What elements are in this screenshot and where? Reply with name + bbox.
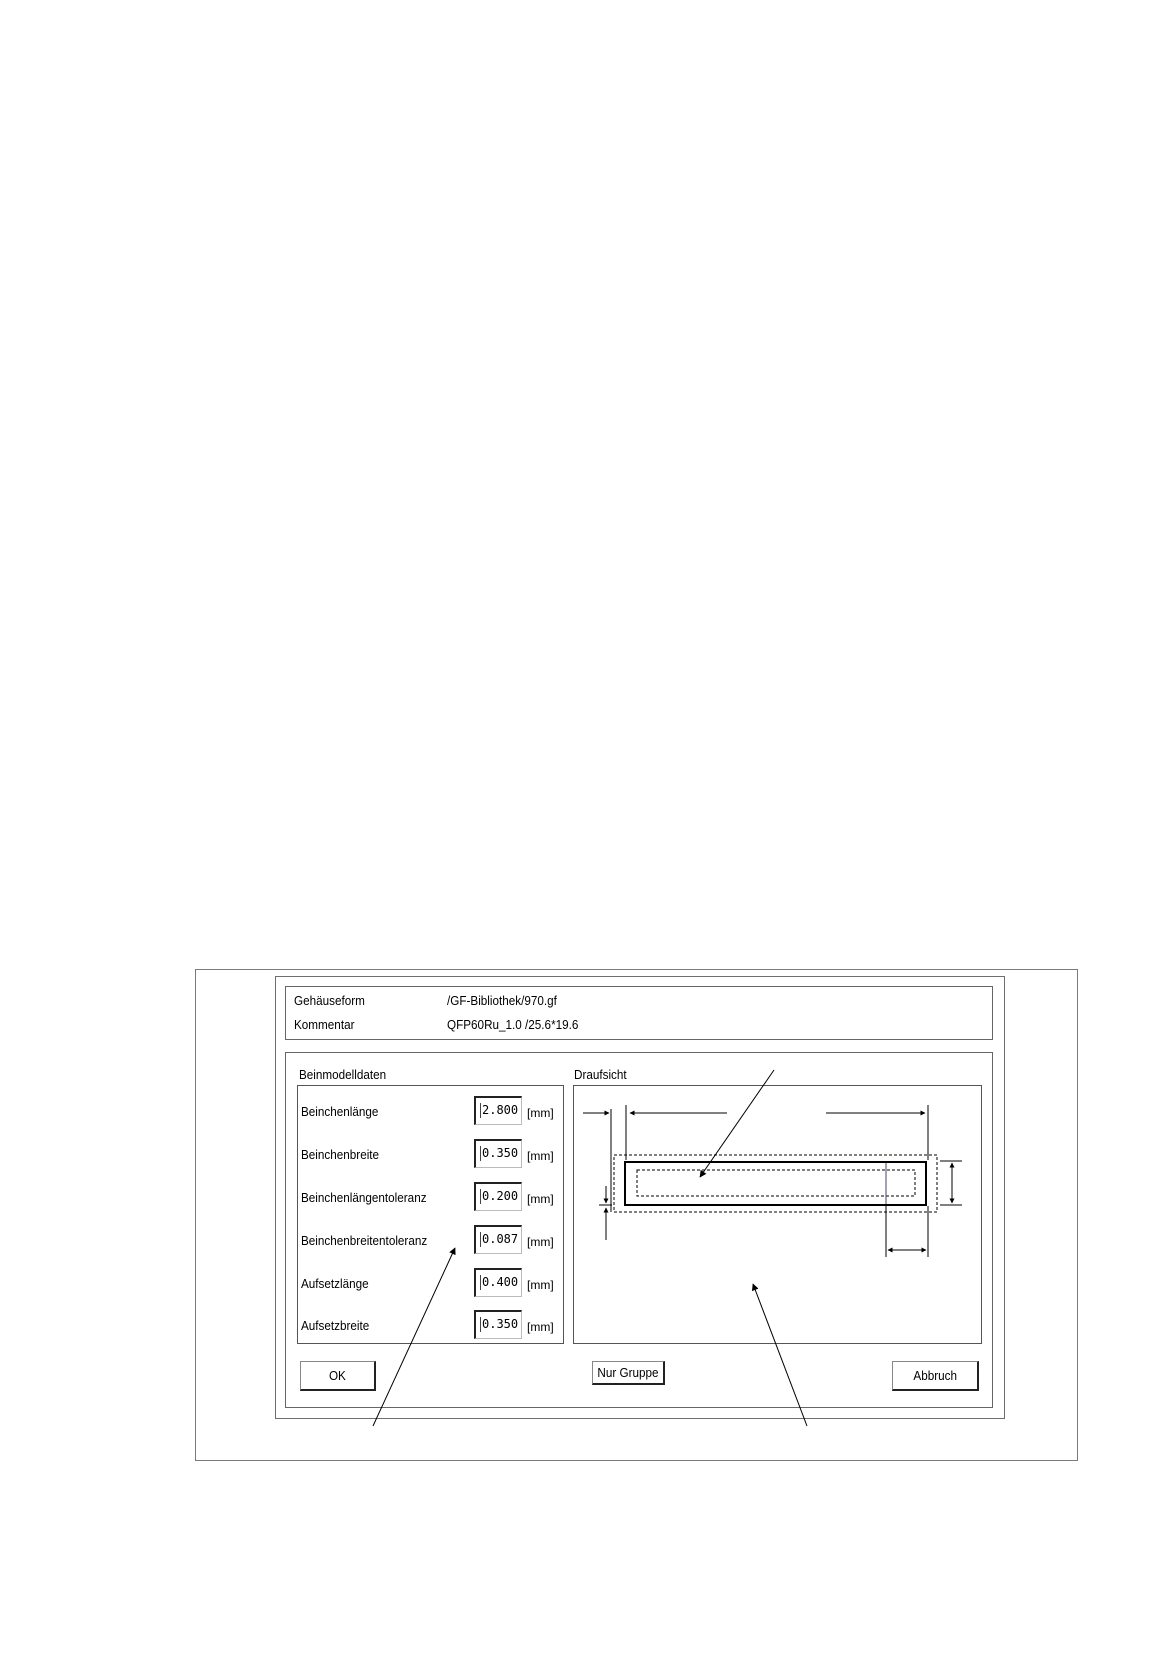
field-label-aufsetzlaenge: Aufsetzlänge (301, 1276, 369, 1291)
beinchenlaengentoleranz-value: 0.200 (482, 1189, 519, 1203)
field-label-beinchenlaengentoleranz: Beinchenlängentoleranz (301, 1190, 427, 1205)
callout-arrow-diagram (700, 1070, 774, 1177)
kommentar-value: QFP60Ru_1.0 /25.6*19.6 (447, 1017, 579, 1032)
ok-button-label: OK (329, 1368, 346, 1383)
unit-label: [mm] (527, 1235, 554, 1249)
beinmodell-title: Beinmodelldaten (299, 1067, 387, 1082)
unit-label: [mm] (527, 1278, 554, 1292)
aufsetzbreite-value: 0.350 (482, 1317, 519, 1331)
gehaeuseform-value: /GF-Bibliothek/970.gf (447, 993, 557, 1008)
unit-label: [mm] (527, 1192, 554, 1206)
unit-label: [mm] (527, 1106, 554, 1120)
beinchenlaenge-value: 2.800 (482, 1103, 519, 1117)
beinchenbreite-value: 0.350 (482, 1146, 519, 1160)
pad-outline-outer (614, 1155, 937, 1212)
lead-body (625, 1162, 926, 1205)
beinchenbreitentoleranz-value: 0.087 (482, 1232, 519, 1246)
abbruch-button-label: Abbruch (913, 1368, 957, 1383)
draufsicht-title: Draufsicht (574, 1067, 627, 1082)
aufsetzlaenge-value: 0.400 (482, 1275, 519, 1289)
lead-inner-outline (637, 1170, 915, 1196)
kommentar-label: Kommentar (294, 1017, 355, 1032)
callout-arrow-panel (753, 1284, 807, 1426)
field-label-beinchenbreite: Beinchenbreite (301, 1147, 380, 1162)
callout-arrow-fields (373, 1248, 455, 1426)
field-label-beinchenlaenge: Beinchenlänge (301, 1104, 379, 1119)
unit-label: [mm] (527, 1320, 554, 1334)
field-label-beinchenbreitentoleranz: Beinchenbreitentoleranz (301, 1233, 428, 1248)
unit-label: [mm] (527, 1149, 554, 1163)
field-label-aufsetzbreite: Aufsetzbreite (301, 1318, 370, 1333)
nur-gruppe-button-label: Nur Gruppe (597, 1365, 659, 1380)
gehaeuseform-label: Gehäuseform (294, 993, 365, 1008)
